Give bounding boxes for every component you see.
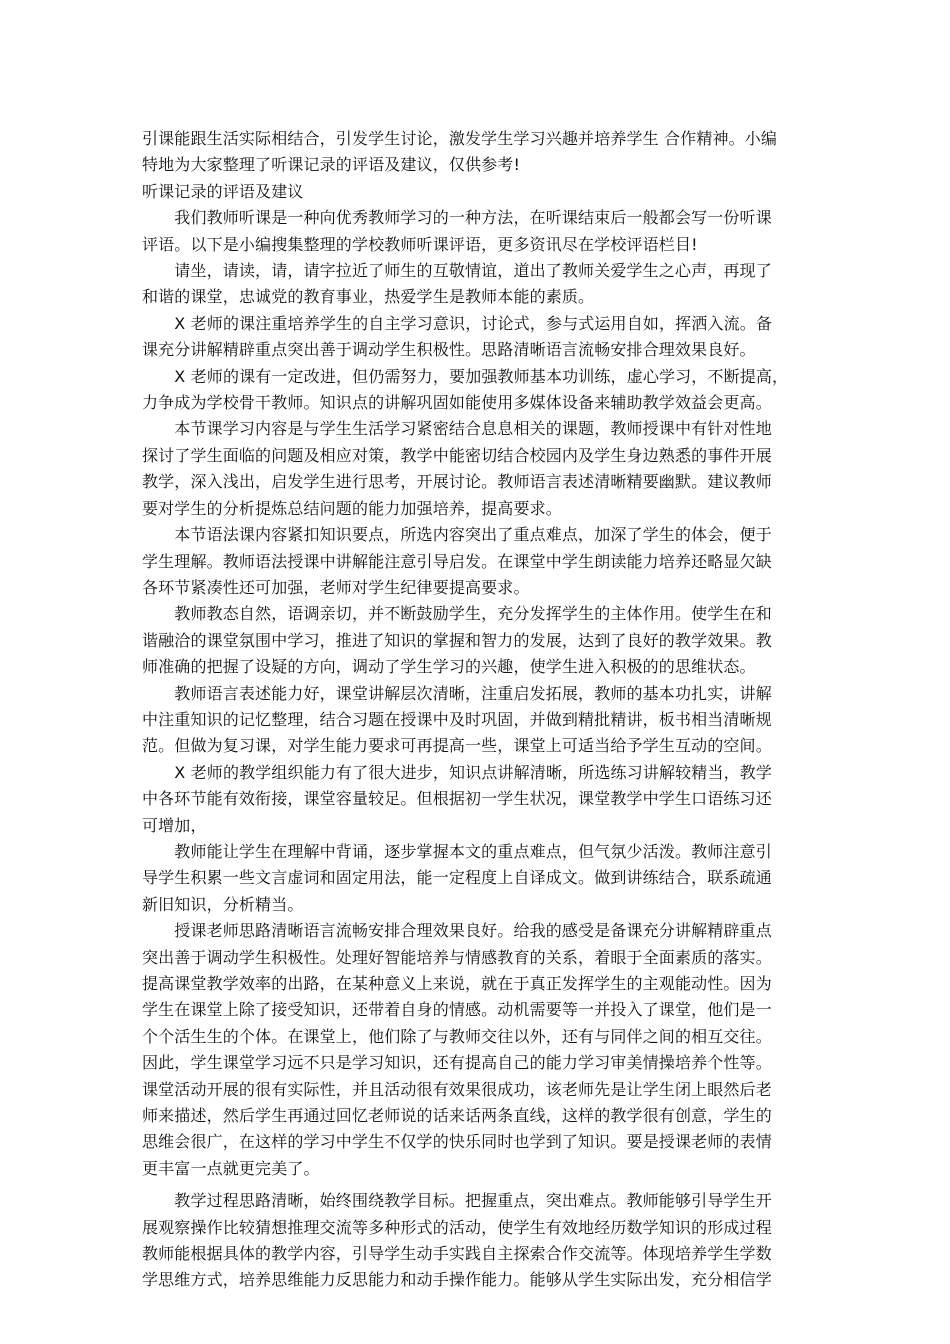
text-line: 展观察操作比较猜想推理交流等多种形式的活动，使学生有效地经历数学知识的形成过程	[142, 1217, 772, 1237]
text-line: X 老师的教学组织能力有了很大进步，知识点讲解清晰，所选练习讲解较精当，教学	[142, 762, 773, 782]
text-line: 本节语法课内容紧扣知识要点，所选内容突出了重点难点，加深了学生的体会，便于	[142, 525, 772, 545]
text-line: 个个活生生的个体。在课堂上，他们除了与教师交往以外，还有与同伴之间的相互交往。	[142, 1026, 772, 1046]
text-line: 授课老师思路清晰语言流畅安排合理效果良好。给我的感受是备课充分讲解精辟重点	[142, 921, 772, 941]
text-line: 师来描述，然后学生再通过回忆老师说的话来话两条直线，这样的教学很有创意，学生的	[142, 1106, 772, 1126]
text-line: 探讨了学生面临的问题及相应对策，教学中能密切结合校园内及学生身边熟悉的事件开展	[142, 445, 772, 465]
text-line: 和谐的课堂，忠诚党的教育事业，热爱学生是教师本能的素质。	[142, 287, 595, 307]
text-line: 请坐，请读，请，请字拉近了师生的互敬情谊，道出了教师关爱学生之心声，再现了	[142, 261, 772, 281]
text-line: 突出善于调动学生积极性。处理好智能培养与情感教育的关系，着眼于全面素质的落实。	[142, 947, 772, 967]
text-line: 学生理解。教师语法授课中讲解能注意引导启发。在课堂中学生朗读能力培养还略显欠缺	[142, 551, 772, 571]
text-line: 力争成为学校骨干教师。知识点的讲解巩固如能使用多媒体设备来辅助教学效益会更高。	[142, 393, 772, 413]
text-line: 我们教师听课是一种向优秀教师学习的一种方法，在听课结束后一般都会写一份听课	[142, 208, 772, 228]
text-line: 本节课学习内容是与学生生活学习紧密结合息息相关的课题，教师授课中有针对性地	[142, 419, 772, 439]
text-line: 教学，深入浅出，启发学生进行思考，开展讨论。教师语言表述清晰精要幽默。建议教师	[142, 472, 772, 492]
text-line: 学思维方式，培养思维能力反思能力和动手操作能力。能够从学生实际出发，充分相信学	[142, 1270, 772, 1290]
text-line: 学生在课堂上除了接受知识，还带着自身的情感。动机需要等一并投入了课堂，他们是一	[142, 1000, 772, 1020]
text-line: 新旧知识，分析精当。	[142, 894, 304, 914]
text-line: 可增加，	[142, 815, 207, 835]
text-line: 评语。以下是小编搜集整理的学校教师听课评语，更多资讯尽在学校评语栏目!	[142, 234, 698, 254]
text-line: 教师教态自然，语调亲切，并不断鼓励学生，充分发挥学生的主体作用。使学生在和	[142, 604, 772, 624]
text-line: 各环节紧凑性还可加强，老师对学生纪律要提高要求。	[142, 577, 530, 597]
text-line: X 老师的课注重培养学生的自主学习意识，讨论式，参与式运用自如，挥洒入流。备	[142, 313, 773, 333]
text-line: 因此，学生课堂学习远不只是学习知识，还有提高自己的能力学习审美情操培养个性等。	[142, 1053, 772, 1073]
text-line: 课充分讲解精辟重点突出善于调动学生积极性。思路清晰语言流畅安排合理效果良好。	[142, 340, 756, 360]
text-line: 导学生积累一些文言虚词和固定用法，能一定程度上自译成文。做到讲练结合，联系疏通	[142, 868, 772, 888]
section-heading: 听课记录的评语及建议	[142, 181, 304, 201]
text-line: 范。但做为复习课，对学生能力要求可再提高一些，课堂上可适当给予学生互动的空间。	[142, 736, 772, 756]
text-line: 中各环节能有效衔接，课堂容量较足。但根据初一学生状况，课堂教学中学生口语练习还	[142, 789, 772, 809]
text-line: 课堂活动开展的很有实际性，并且活动很有效果很成功，该老师先是让学生闭上眼然后老	[142, 1079, 772, 1099]
text-line: 要对学生的分析提炼总结问题的能力加强培养，提高要求。	[142, 498, 562, 518]
text-line: 思维会很广，在这样的学习中学生不仅学的快乐同时也学到了知识。要是授课老师的表情	[142, 1132, 772, 1152]
document-body	[142, 126, 810, 1294]
text-line: 特地为大家整理了听课记录的评语及建议，仅供参考!	[142, 155, 521, 175]
text-line: 引课能跟生活实际相结合，引发学生讨论，激发学生学习兴趣并培养学生 合作精神。小编	[142, 129, 778, 148]
text-line: 谐融洽的课堂氛围中学习，推进了知识的掌握和智力的发展，达到了良好的教学效果。教	[142, 630, 772, 650]
text-line: 教学过程思路清晰，始终围绕教学目标。把握重点，突出难点。教师能够引导学生开	[142, 1191, 772, 1211]
text-line: 中注重知识的记忆整理，结合习题在授课中及时巩固，并做到精批精讲，板书相当清晰规	[142, 709, 772, 729]
text-line: 提高课堂教学效率的出路，在某种意义上来说，就在于真正发挥学生的主观能动性。因为	[142, 974, 772, 993]
text-line: 更丰富一点就更完美了。	[142, 1158, 320, 1178]
text-line: 师准确的把握了设疑的方向，调动了学生学习的兴趣，使学生进入积极的的思维状态。	[142, 657, 756, 677]
text-line: 教师能让学生在理解中背诵，逐步掌握本文的重点难点，但气氛少活泼。教师注意引	[142, 841, 772, 861]
text-line: 教师语言表述能力好，课堂讲解层次清晰，注重启发拓展，教师的基本功扎实，讲解	[142, 683, 772, 703]
text-line: X 老师的课有一定改进，但仍需努力，要加强教师基本功训练，虚心学习，不断提高，	[142, 366, 789, 386]
text-line: 教师能根据具体的教学内容，引导学生动手实践自主探索合作交流等。体现培养学生学数	[142, 1244, 772, 1264]
